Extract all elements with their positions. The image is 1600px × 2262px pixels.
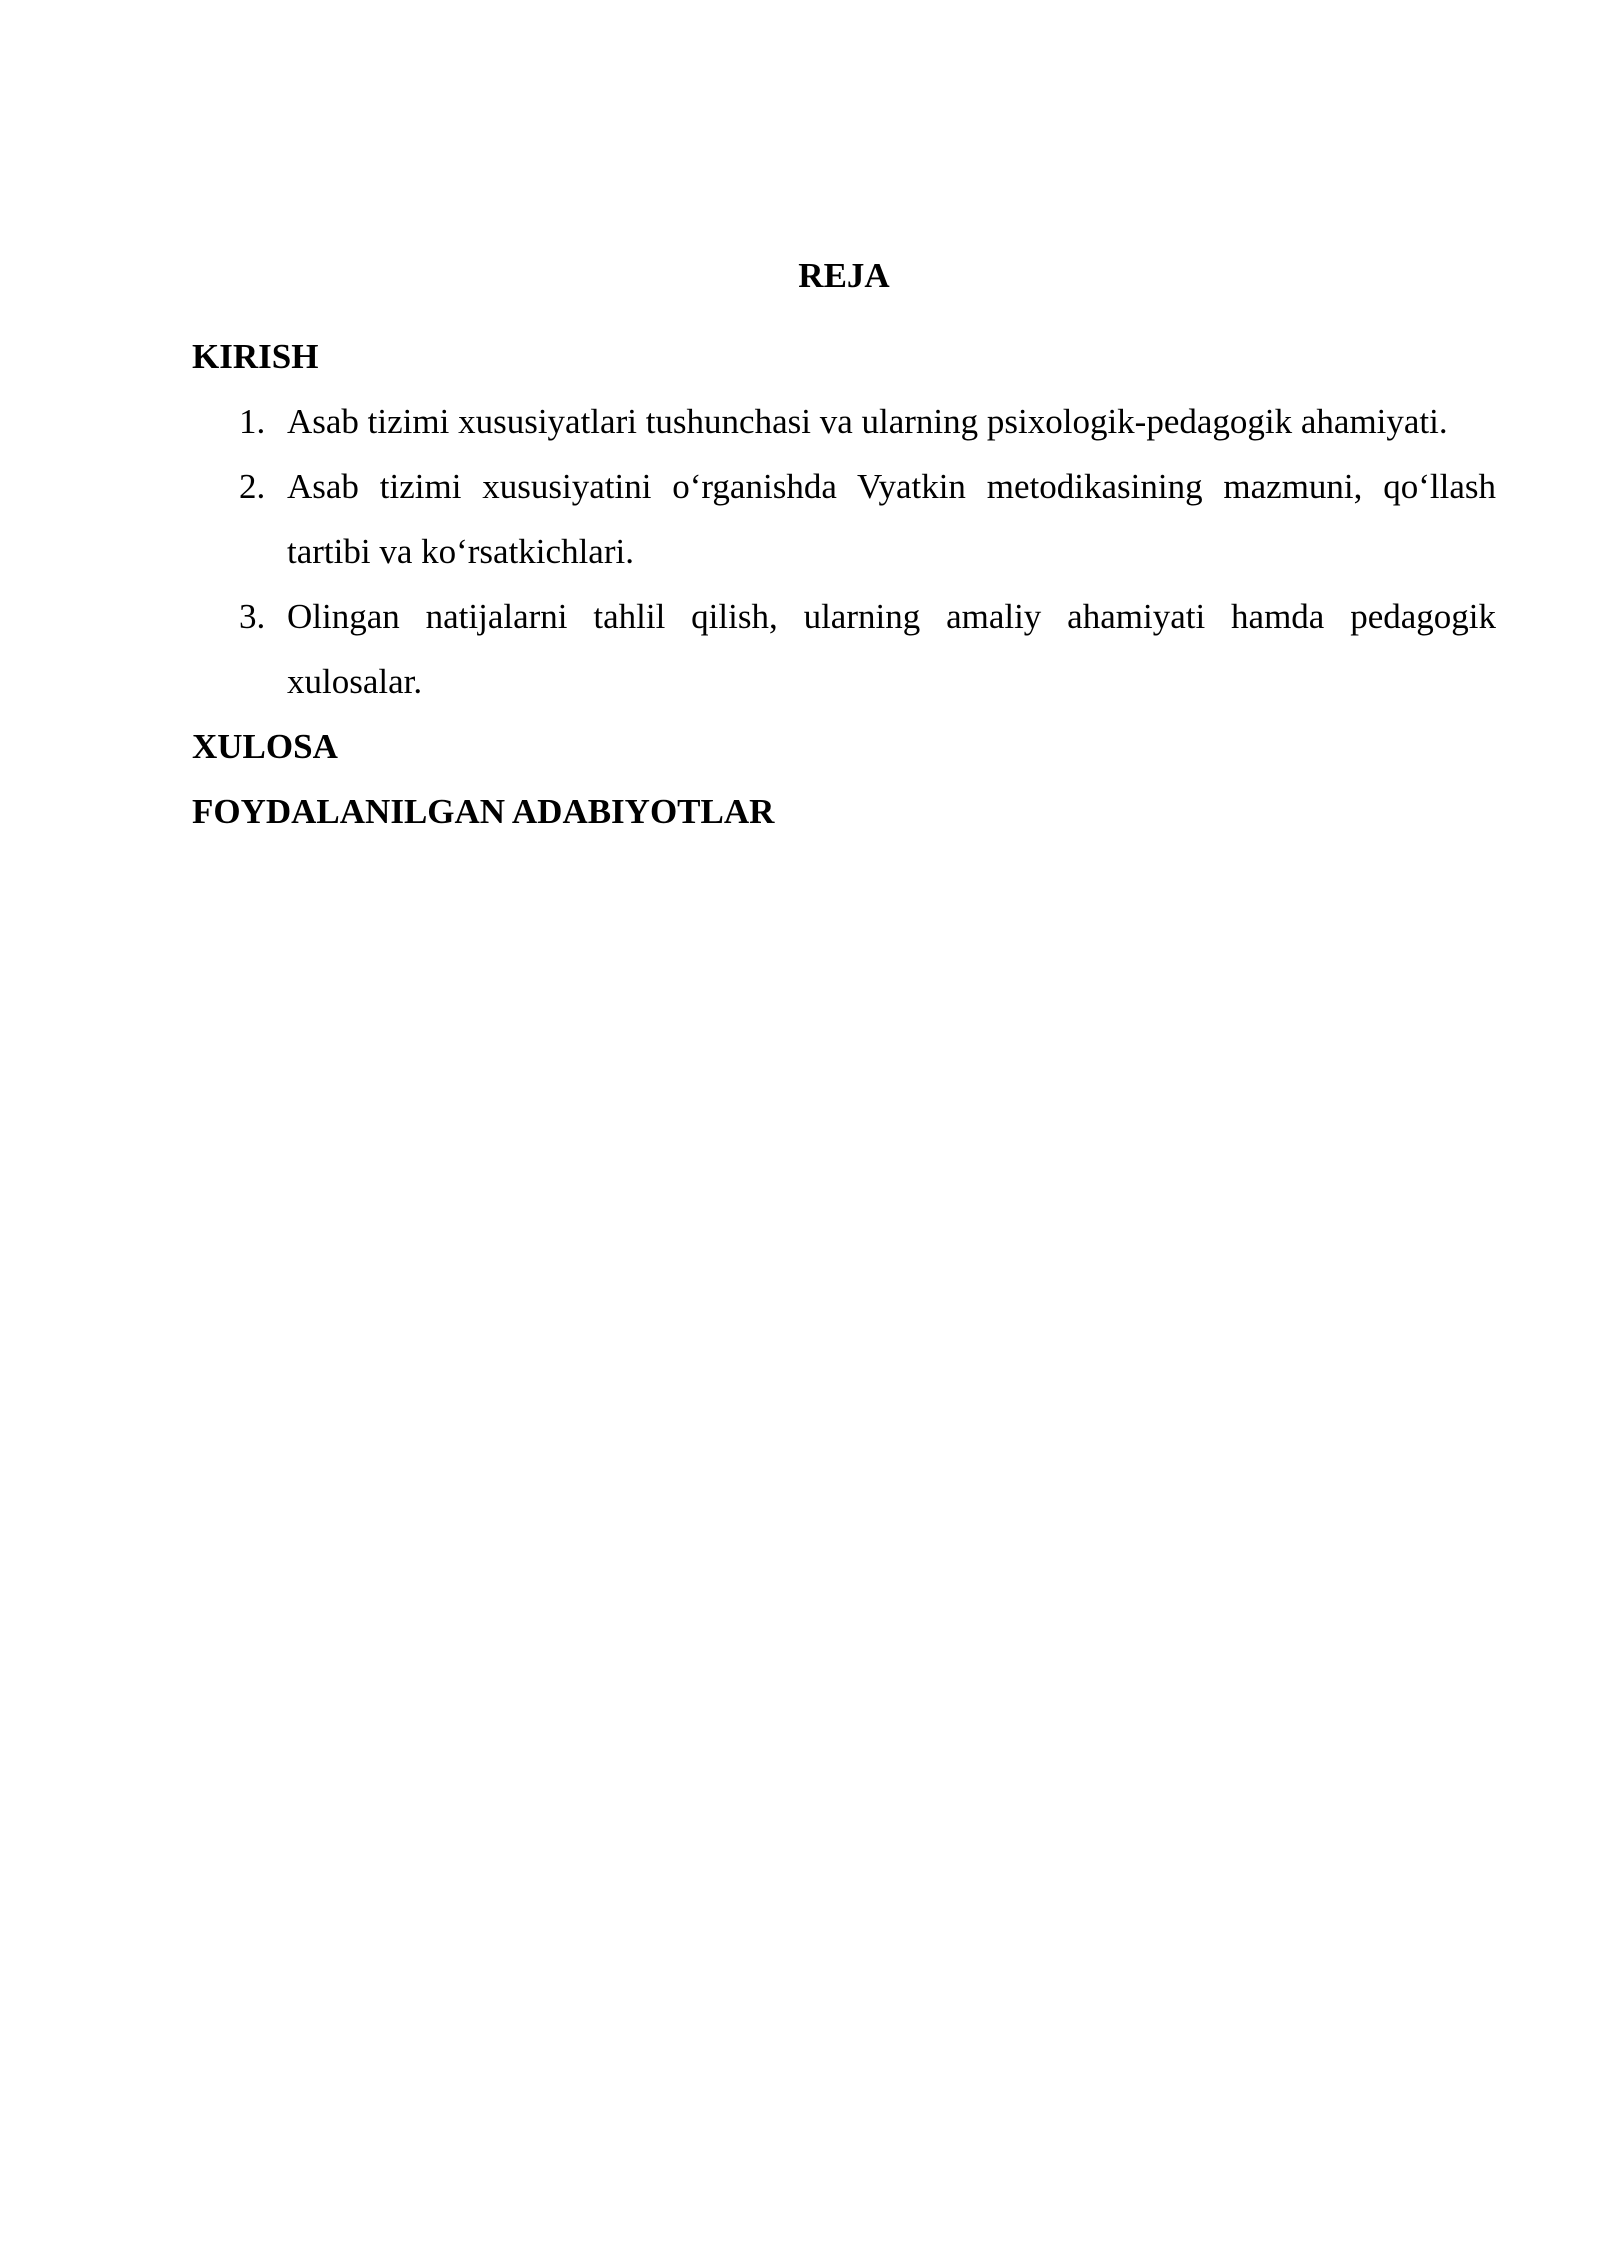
plan-item-number: 1. bbox=[239, 402, 266, 441]
plan-item-3 bbox=[192, 584, 1496, 714]
plan-item-text: Asab tizimi xususiyatini o‘rganishda Vyatkin metodikasining mazmuni, qo‘llash tartibi va ko‘rsatkichlari. bbox=[287, 467, 1496, 571]
plan-item-text: Asab tizimi xususiyatlari tushunchasi va ularning psixologik-pedagogik ahamiyati. bbox=[287, 402, 1448, 441]
plan-item-text: Olingan natijalarni tahlil qilish, ularning amaliy ahamiyati hamda pedagogik xulosalar. bbox=[287, 597, 1496, 701]
intro-heading: KIRISH bbox=[192, 337, 319, 376]
plan-list bbox=[192, 389, 1496, 714]
plan-item-1 bbox=[192, 389, 1496, 454]
document-content bbox=[192, 243, 1496, 844]
plan-item-2 bbox=[192, 454, 1496, 584]
references-heading: FOYDALANILGAN ADABIYOTLAR bbox=[192, 792, 775, 831]
conclusion-heading: XULOSA bbox=[192, 727, 338, 766]
plan-item-number: 2. bbox=[239, 467, 266, 506]
plan-item-number: 3. bbox=[239, 597, 266, 636]
page-title: REJA bbox=[798, 256, 890, 295]
